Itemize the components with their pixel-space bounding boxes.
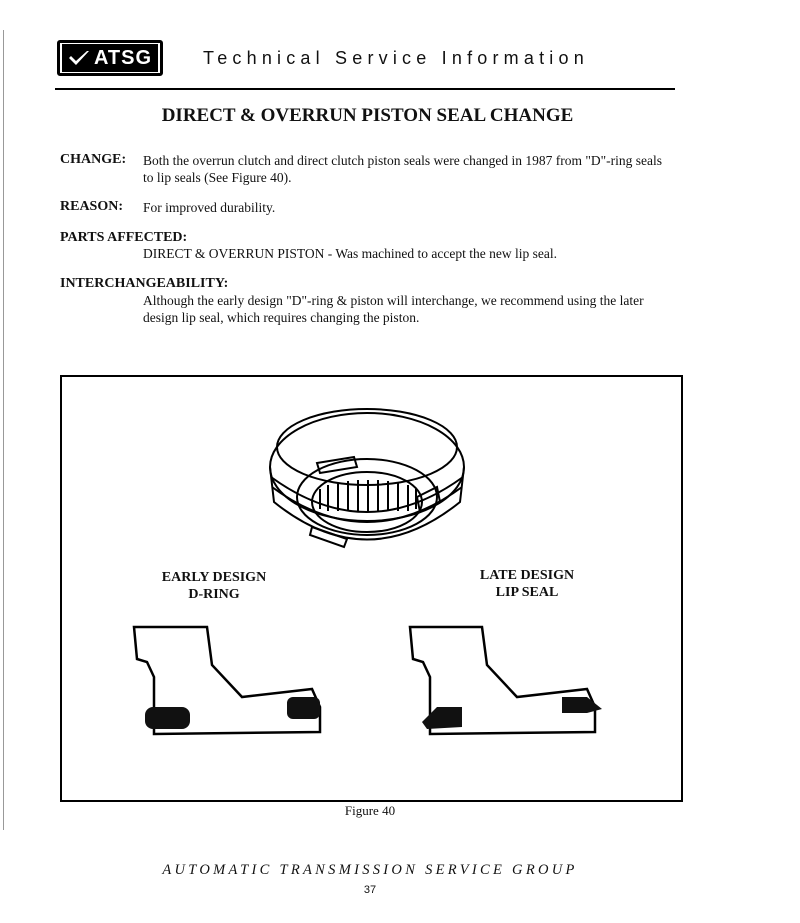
parts-affected-text: DIRECT & OVERRUN PISTON - Was machined to accept the new lip seal. [143,246,557,261]
interchangeability-label: INTERCHANGEABILITY: [60,276,229,291]
header-title: Technical Service Information [203,48,589,68]
logo-badge [62,44,158,72]
early-outer-d-ring [287,697,320,719]
late-design-line1: LATE DESIGN [479,568,575,583]
atsg-logo [57,40,163,76]
logo-text: ATSG [93,46,153,69]
late-design-label [467,567,587,601]
parts-affected-label: PARTS AFFECTED: [60,230,188,245]
document-title: DIRECT & OVERRUN PISTON SEAL CHANGE [161,105,574,126]
interchangeability-line1: Although the early design "D"-ring & piston will interchange, we recommend using the later [143,293,644,308]
late-inner-lip-seal [422,707,462,729]
change-label: CHANGE: [60,152,127,167]
late-outer-lip-seal [562,697,602,713]
interchangeability-line2: design lip seal, which requires changing the piston. [143,310,420,325]
early-design-line2: D-RING [188,587,240,602]
scan-edge-line [3,30,4,830]
footer-organization: AUTOMATIC TRANSMISSION SERVICE GROUP [162,862,578,878]
figure-caption: Figure 40 [344,803,396,818]
early-design-label [154,569,274,603]
late-design-line2: LIP SEAL [495,585,559,600]
reason-label: REASON: [60,199,124,214]
change-text-line1: Both the overrun clutch and direct clutch piston seals were changed in 1987 from "D"-ring seals [143,153,662,168]
early-inner-d-ring [145,707,190,729]
page-number: 37 [363,884,377,896]
early-design-line1: EARLY DESIGN [161,570,267,585]
header-rule [55,88,675,90]
piston-drawing [270,409,464,547]
reason-text: For improved durability. [143,200,276,215]
figure-40-frame [60,375,683,802]
change-text-line2: to lip seals (See Figure 40). [143,170,292,185]
checkmark-icon [68,50,90,66]
